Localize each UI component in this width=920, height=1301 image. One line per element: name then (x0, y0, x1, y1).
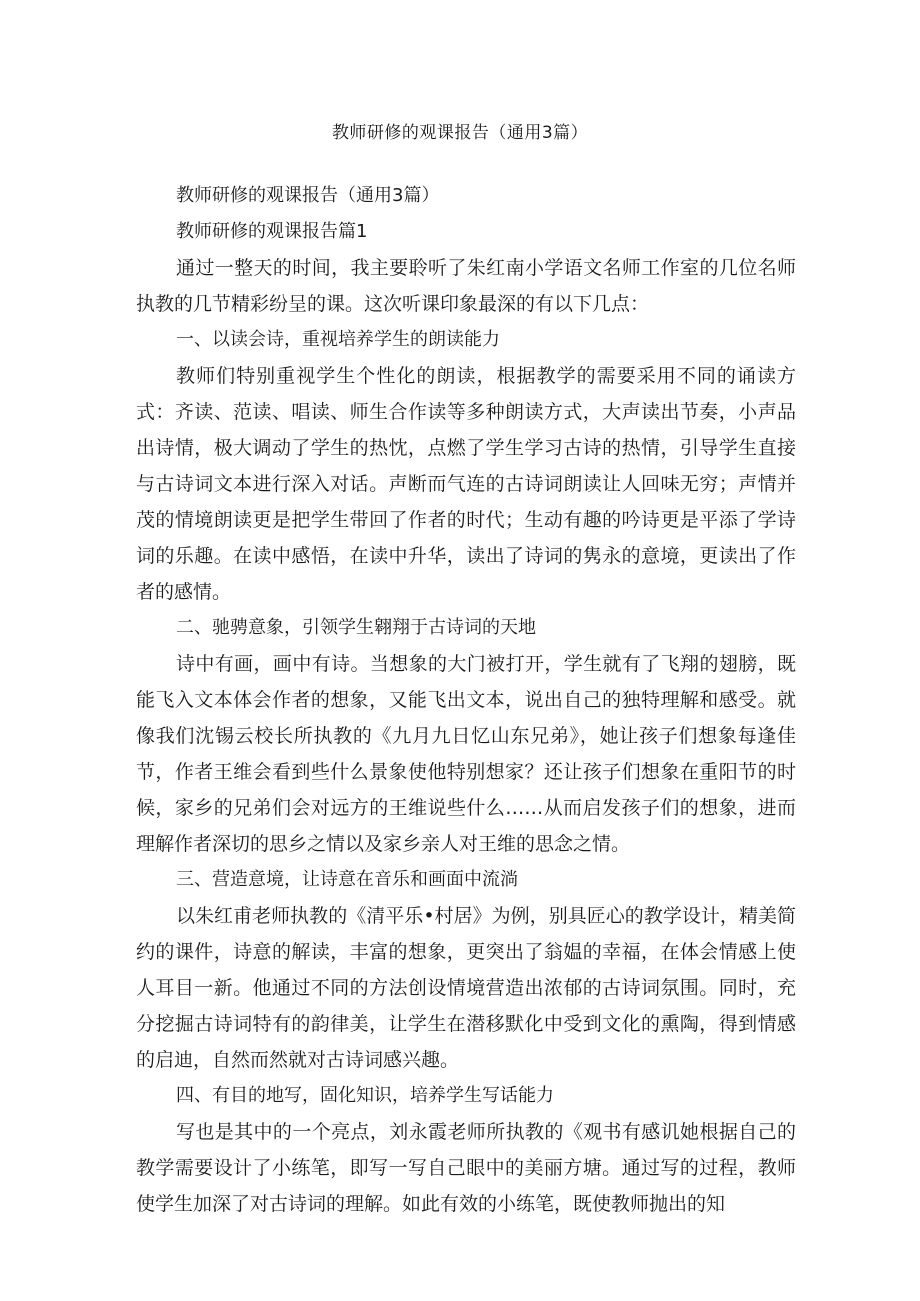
heading-three: 三、营造意境，让诗意在音乐和画面中流淌 (176, 869, 518, 890)
heading-one: 一、以读会诗，重视培养学生的朗读能力 (176, 329, 500, 350)
paragraph-four: 写也是其中的一个亮点，刘永霞老师所执教的《观书有感讥她根据自己的教学需要设计了小练笔，即写一写自己眼中的美丽方塘。通过写的过程，教师使学生加深了对古诗词的理解。如此有效的小练笔，既使教师抛出的知 (136, 1121, 796, 1215)
section-title-paragraph: 教师研修的观课报告篇1 (176, 221, 368, 242)
document-body (136, 178, 796, 1222)
subtitle-paragraph: 教师研修的观课报告（通用3篇） (176, 185, 440, 206)
intro-paragraph: 通过一整天的时间，我主要聆听了朱红南小学语文名师工作室的几位名师执教的几节精彩纷呈的课。这次听课印象最深的有以下几点： (136, 257, 796, 315)
heading-four: 四、有目的地写，固化知识，培养学生写话能力 (176, 1085, 554, 1106)
document-title: 教师研修的观课报告（通用3篇） (331, 123, 589, 143)
paragraph-three: 以朱红甫老师执教的《清平乐•村居》为例，别具匠心的教学设计，精美简约的课件，诗意的解读，丰富的想象，更突出了翁媪的幸福，在体会情感上使人耳目一新。他通过不同的方法创设情境营造出浓郁的古诗词氛围。同时，充分挖掘古诗词特有的韵律美，让学生在潜移默化中受到文化的熏陶，得到情感的启迪，自然而然就对古诗词感兴趣。 (136, 905, 796, 1071)
paragraph-two: 诗中有画，画中有诗。当想象的大门被打开，学生就有了飞翔的翅膀，既能飞入文本体会作者的想象，又能飞出文本，说出自己的独特理解和感受。就像我们沈锡云校长所执教的《九月九日忆山东兄弟》，她让孩子们想象每逢佳节，作者王维会看到些什么景象使他特别想家？还让孩子们想象在重阳节的时候，家乡的兄弟们会对远方的王维说些什么……从而启发孩子们的想象，进而理解作者深切的思乡之情以及家乡亲人对王维的思念之情。 (136, 653, 796, 855)
heading-two: 二、驰骋意象，引领学生翱翔于古诗词的天地 (176, 617, 536, 638)
paragraph-one: 教师们特别重视学生个性化的朗读，根据教学的需要采用不同的诵读方式：齐读、范读、唱读、师生合作读等多种朗读方式，大声读出节奏，小声品出诗情，极大调动了学生的热忱，点燃了学生学习古诗的热情，引导学生直接与古诗词文本进行深入对话。声断而气连的古诗词朗读让人回味无穷；声情并茂的情境朗读更是把学生带回了作者的时代；生动有趣的吟诗更是平添了学诗词的乐趣。在读中感悟，在读中升华，读出了诗词的隽永的意境，更读出了作者的感情。 (136, 365, 796, 603)
